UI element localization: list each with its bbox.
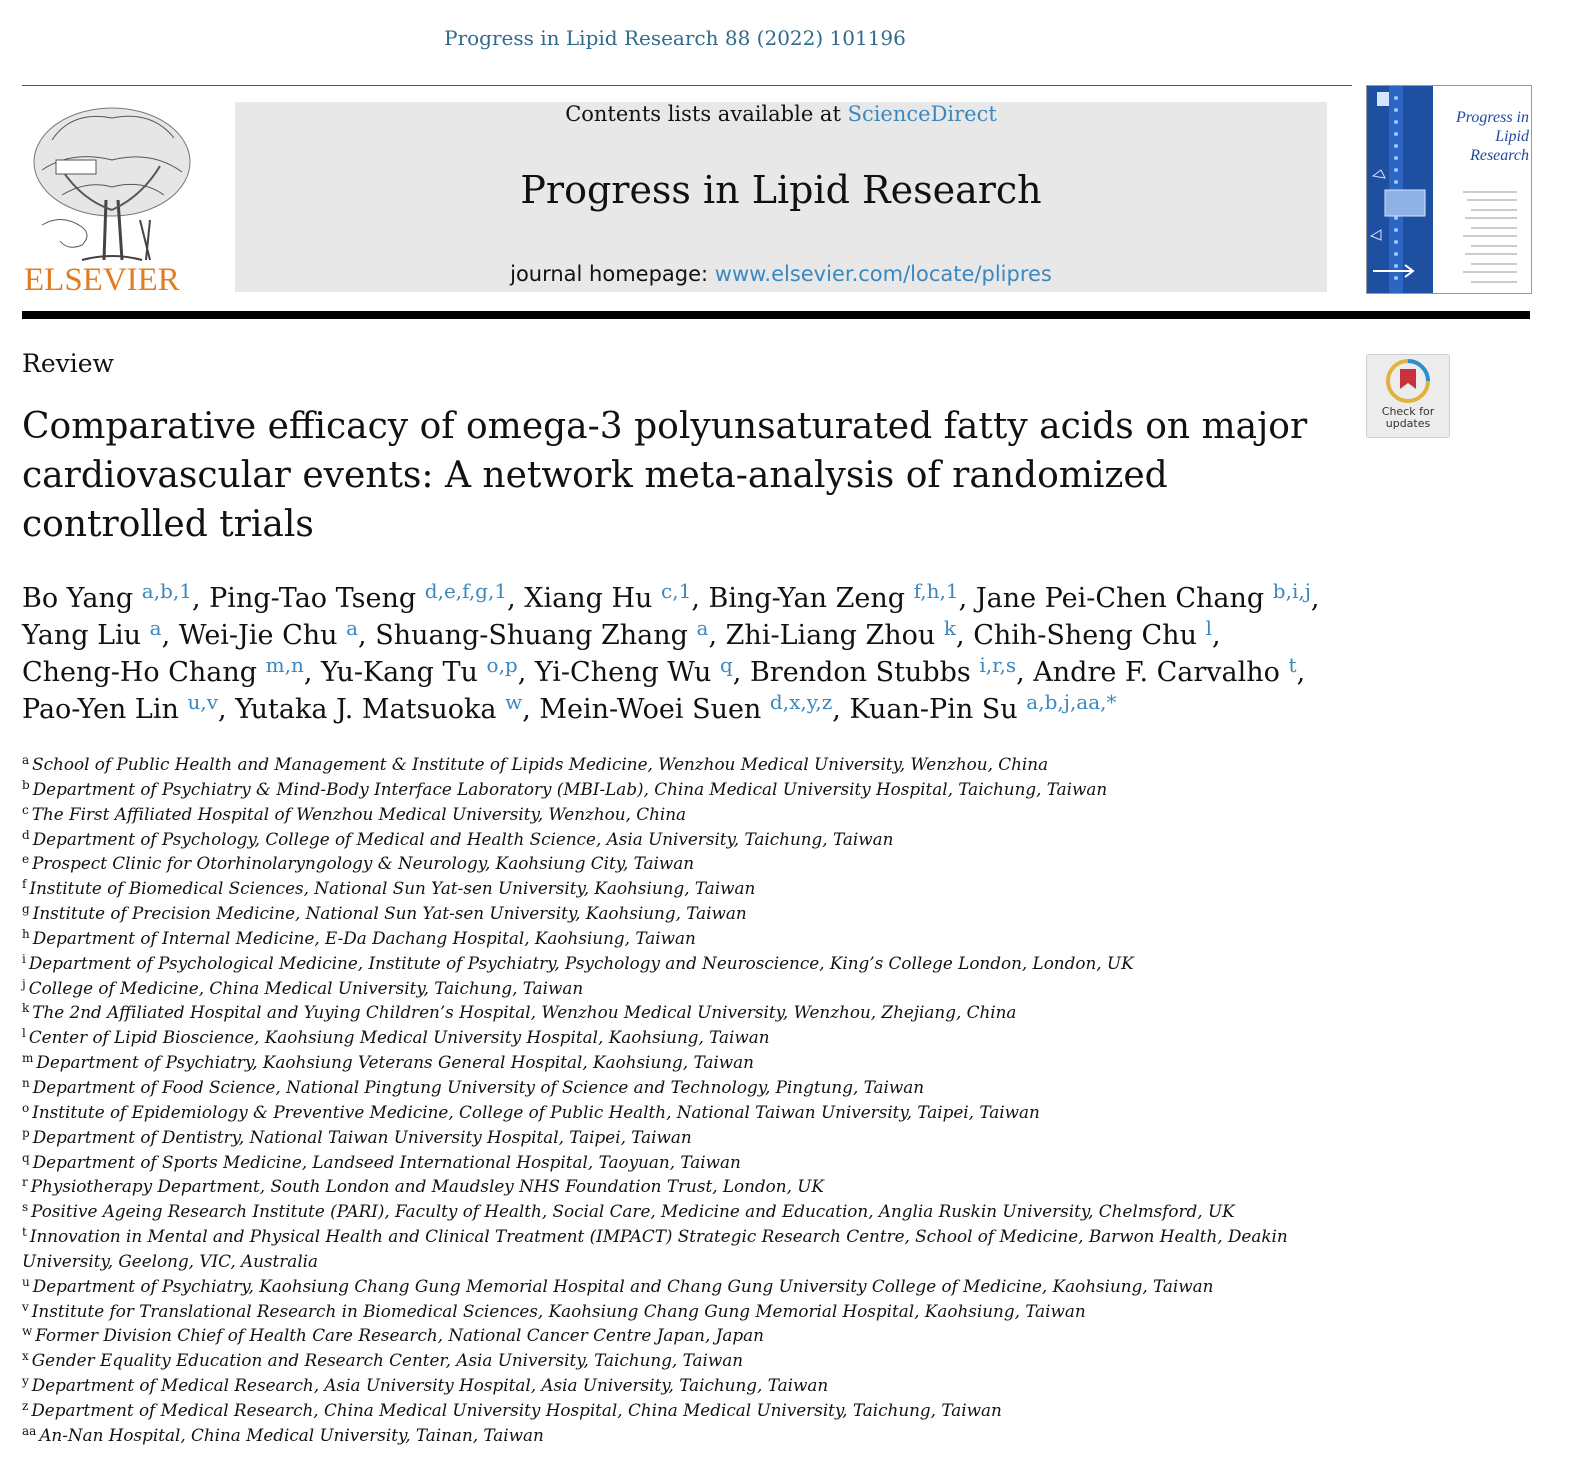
affiliation-letter: e — [22, 852, 30, 867]
author-affiliation-marks[interactable]: q — [719, 653, 733, 677]
author-affiliation-marks[interactable]: l — [1205, 616, 1212, 640]
affiliation-text: Department of Dentistry, National Taiwan University Hospital, Taipei, Taiwan — [32, 1126, 692, 1147]
affiliation-item — [22, 1075, 1342, 1100]
author-name[interactable]: Brendon Stubbs — [749, 657, 971, 688]
journal-banner — [235, 102, 1327, 292]
check-updates-label: Check for updates — [1381, 405, 1435, 430]
author-item — [849, 690, 1117, 725]
author-name[interactable]: Pao-Yen Lin — [22, 694, 179, 725]
affiliation-letter: g — [22, 902, 30, 917]
affiliation-letter: aa — [22, 1423, 37, 1438]
author-affiliation-marks[interactable]: d,e,f,g,1 — [424, 579, 508, 603]
sciencedirect-link[interactable]: ScienceDirect — [847, 102, 997, 126]
author-item: Wei-Jie Chu $^a$, — [178, 616, 367, 651]
author-affiliation-marks[interactable]: c,1 — [661, 579, 692, 603]
header-divider — [22, 311, 1530, 319]
affiliation-item — [22, 827, 1342, 852]
affiliation-text: Department of Psychological Medicine, Institute of Psychiatry, Psychology and Neuroscience, King’s College London, London, UK — [28, 952, 1134, 973]
author-item: Yu-Kang Tu $^{o,p}$, — [321, 653, 527, 688]
author-item: Shuang-Shuang Zhang $^a$, — [375, 616, 718, 651]
affiliation-text: Physiotherapy Department, South London and Maudsley NHS Foundation Trust, London, UK — [30, 1176, 824, 1197]
affiliation-text: Prospect Clinic for Otorhinolaryngology & Neurology, Kaohsiung City, Taiwan — [32, 853, 695, 874]
author-item: Ping-Tao Tseng $^{d,e,f,g,1}$, — [209, 579, 516, 614]
affiliation-letter: i — [22, 951, 26, 966]
affiliation-letter: a — [22, 753, 30, 767]
affiliation-item — [22, 802, 1342, 827]
affiliation-item — [22, 901, 1342, 926]
affiliation-letter: u — [22, 1274, 30, 1289]
author-item: Zhi-Liang Zhou $^k$, — [725, 616, 965, 651]
affiliation-item — [22, 876, 1342, 901]
affiliation-item — [22, 777, 1342, 802]
affiliation-text: Department of Food Science, National Pingtung University of Science and Technology, Pingtung, Taiwan — [32, 1076, 925, 1097]
contents-line — [235, 102, 1327, 126]
affiliation-item — [22, 1150, 1342, 1175]
affiliation-letter: q — [22, 1150, 30, 1165]
article-title: Comparative efficacy of omega-3 polyunsaturated fatty acids on major cardiovascular events: A network meta-analysis of randomized controlled trials — [22, 406, 1308, 545]
journal-homepage-link[interactable]: www.elsevier.com/locate/plipres — [714, 262, 1052, 286]
affiliation-letter: n — [22, 1075, 30, 1090]
author-name[interactable]: Mein-Woei Suen — [539, 694, 762, 725]
affiliation-letter: t — [22, 1225, 27, 1240]
author-affiliation-marks[interactable]: t — [1288, 653, 1297, 677]
author-item: Andre F. Carvalho $^t$, — [1033, 653, 1306, 688]
author-affiliation-marks[interactable]: m,n — [265, 653, 304, 677]
affiliation-item — [22, 1174, 1342, 1199]
author-affiliation-marks[interactable]: d,x,y,z — [769, 690, 833, 714]
affiliation-text: Innovation in Mental and Physical Health and Clinical Treatment (IMPACT) Strategic Research Centre, School of Medicine, Barwon Health, Deakin University, Geelong, VIC, Australia — [22, 1226, 1288, 1271]
top-divider — [22, 85, 1352, 86]
author-item: Mein-Woei Suen $^{d,x,y,z}$, — [539, 690, 841, 725]
affiliation-text: Department of Psychology, College of Medical and Health Science, Asia University, Taichung, Taiwan — [32, 828, 894, 849]
author-affiliation-marks[interactable]: b,i,j — [1272, 579, 1311, 603]
elsevier-wordmark[interactable]: ELSEVIER — [24, 262, 180, 298]
author-name[interactable]: Andre F. Carvalho — [1033, 657, 1280, 688]
affiliation-text: An-Nan Hospital, China Medical University, Tainan, Taiwan — [39, 1424, 544, 1445]
author-name[interactable]: Bing-Yan Zeng — [708, 583, 906, 614]
author-item: Yang Liu $^a$, — [22, 616, 171, 651]
affiliation-letter: r — [22, 1175, 28, 1190]
affiliation-letter: w — [22, 1324, 33, 1339]
affiliation-item — [22, 1423, 1342, 1448]
affiliation-item — [22, 1125, 1342, 1150]
affiliation-text: Positive Ageing Research Institute (PARI), Faculty of Health, Social Care, Medicine and Education, Anglia Ruskin University, Chelmsford, UK — [31, 1201, 1235, 1222]
author-item: Chih-Sheng Chu $^l$, — [973, 616, 1221, 651]
affiliation-item — [22, 1199, 1342, 1224]
affiliation-item — [22, 1224, 1342, 1274]
affiliation-letter: c — [22, 802, 29, 817]
affiliation-item — [22, 1025, 1342, 1050]
affiliation-text: Former Division Chief of Health Care Research, National Cancer Centre Japan, Japan — [35, 1325, 764, 1346]
affiliation-text: Institute of Biomedical Sciences, National Sun Yat-sen University, Kaohsiung, Taiwan — [29, 878, 756, 899]
author-item: Pao-Yen Lin $^{u,v}$, — [22, 690, 227, 725]
author-item: Bo Yang $^{a,b,1}$, — [22, 579, 201, 614]
affiliation-item — [22, 926, 1342, 951]
author-affiliation-marks[interactable]: a,b,1 — [141, 579, 192, 603]
affiliation-item — [22, 1050, 1342, 1075]
author-item: Jane Pei-Chen Chang $^{b,i,j}$, — [975, 579, 1320, 614]
affiliation-text: The First Affiliated Hospital of Wenzhou Medical University, Wenzhou, China — [31, 803, 687, 824]
affiliation-item — [22, 851, 1342, 876]
author-name[interactable]: Yu-Kang Tu — [321, 657, 478, 688]
author-item: Bing-Yan Zeng $^{f,h,1}$, — [708, 579, 968, 614]
author-affiliation-marks[interactable]: k — [943, 616, 957, 640]
affiliation-letter: z — [22, 1398, 29, 1413]
author-item: Brendon Stubbs $^{i,r,s}$, — [749, 653, 1025, 688]
author-list — [22, 580, 1342, 728]
author-name[interactable]: Wei-Jie Chu — [178, 620, 338, 651]
author-item: Cheng-Ho Chang $^{m,n}$, — [22, 653, 313, 688]
affiliation-text: Department of Medical Research, Asia University Hospital, Asia University, Taichung, Taiwan — [31, 1375, 829, 1396]
author-affiliation-marks[interactable]: a,b,j,aa,* — [1026, 690, 1117, 714]
affiliation-item — [22, 752, 1342, 777]
affiliation-item — [22, 951, 1342, 976]
author-item: Yi-Cheng Wu $^q$, — [534, 653, 742, 688]
article-type: Review — [22, 349, 114, 378]
author-item: Yutaka J. Matsuoka $^w$, — [235, 690, 531, 725]
journal-citation[interactable]: Progress in Lipid Research 88 (2022) 101196 — [444, 26, 906, 50]
affiliation-letter: v — [22, 1299, 29, 1314]
author-affiliation-marks[interactable]: u,v — [187, 690, 218, 714]
affiliation-item — [22, 1398, 1342, 1423]
author-name[interactable]: Bo Yang — [22, 583, 134, 614]
affiliation-text: Department of Medical Research, China Medical University Hospital, China Medical University, Taichung, Taiwan — [31, 1399, 1002, 1420]
author-item: Xiang Hu $^{c,1}$, — [524, 579, 700, 614]
affiliation-text: Institute of Epidemiology & Preventive Medicine, College of Public Health, National Taiwan University, Taipei, Taiwan — [32, 1101, 1040, 1122]
affiliation-item — [22, 1274, 1342, 1299]
author-name[interactable]: Kuan-Pin Su — [849, 694, 1018, 725]
author-name[interactable]: Chih-Sheng Chu — [973, 620, 1197, 651]
affiliation-text: School of Public Health and Management & Institute of Lipids Medicine, Wenzhou Medical University, Wenzhou, China — [32, 754, 1049, 774]
author-name[interactable]: Yutaka J. Matsuoka — [235, 694, 497, 725]
affiliation-letter: y — [22, 1374, 29, 1389]
affiliation-text: Institute of Precision Medicine, National Sun Yat-sen University, Kaohsiung, Taiwan — [32, 903, 747, 924]
author-affiliation-marks[interactable]: w — [505, 690, 523, 714]
affiliation-text: Department of Psychiatry, Kaohsiung Veterans General Hospital, Kaohsiung, Taiwan — [36, 1052, 754, 1073]
affiliation-text: Center of Lipid Bioscience, Kaohsiung Medical University Hospital, Kaohsiung, Taiwan — [28, 1027, 770, 1048]
author-affiliation-marks[interactable]: a — [346, 616, 359, 640]
affiliation-letter: x — [22, 1349, 29, 1364]
affiliation-item — [22, 1000, 1342, 1025]
affiliation-text: The 2nd Affiliated Hospital and Yuying Children’s Hospital, Wenzhou Medical University, Wenzhou, Zhejiang, China — [32, 1002, 1017, 1023]
affiliation-letter: j — [22, 976, 26, 991]
affiliation-text: Department of Internal Medicine, E-Da Dachang Hospital, Kaohsiung, Taiwan — [32, 927, 696, 948]
author-affiliation-marks[interactable]: f,h,1 — [913, 579, 959, 603]
affiliation-item — [22, 1348, 1342, 1373]
cover-title: Progress in Lipid Research — [1455, 109, 1529, 164]
affiliation-text: Department of Psychiatry & Mind-Body Interface Laboratory (MBI-Lab), China Medical University Hospital, Taichung, Taiwan — [32, 778, 1108, 799]
check-updates-icon — [1367, 355, 1449, 407]
author-name[interactable]: Xiang Hu — [524, 583, 653, 614]
affiliation-letter: f — [22, 877, 27, 892]
author-affiliation-marks[interactable]: a — [696, 616, 709, 640]
affiliation-text: Department of Sports Medicine, Landseed International Hospital, Taoyuan, Taiwan — [32, 1151, 741, 1172]
author-name[interactable]: Zhi-Liang Zhou — [725, 620, 936, 651]
affiliation-letter: s — [22, 1200, 29, 1215]
author-affiliation-marks[interactable]: a — [149, 616, 162, 640]
affiliation-letter: l — [22, 1026, 26, 1041]
author-name[interactable]: Shuang-Shuang Zhang — [375, 620, 688, 651]
author-name[interactable]: Jane Pei-Chen Chang — [975, 583, 1265, 614]
affiliation-letter: h — [22, 926, 30, 941]
affiliation-item — [22, 1373, 1342, 1398]
affiliation-letter: k — [22, 1001, 30, 1016]
affiliation-letter: m — [22, 1051, 34, 1066]
journal-cover-thumbnail[interactable] — [1366, 85, 1532, 294]
homepage-prefix: journal homepage: — [510, 262, 715, 286]
affiliation-letter: o — [22, 1100, 30, 1115]
affiliation-item — [22, 976, 1342, 1001]
affiliation-letter: p — [22, 1125, 30, 1140]
affiliation-item — [22, 1100, 1342, 1125]
affiliation-text: College of Medicine, China Medical University, Taichung, Taiwan — [28, 977, 584, 998]
author-affiliation-marks[interactable]: i,r,s — [979, 653, 1017, 677]
author-name[interactable]: Yi-Cheng Wu — [534, 657, 712, 688]
author-name[interactable]: Yang Liu — [22, 620, 142, 651]
affiliation-item — [22, 1299, 1342, 1324]
homepage-line — [235, 262, 1327, 286]
author-name[interactable]: Ping-Tao Tseng — [209, 583, 417, 614]
affiliation-list — [22, 752, 1342, 1448]
affiliation-letter: d — [22, 827, 30, 842]
author-affiliation-marks[interactable]: o,p — [486, 653, 518, 677]
affiliation-letter: b — [22, 777, 30, 792]
affiliation-text: Institute for Translational Research in Biomedical Sciences, Kaohsiung Chang Gung Memorial Hospital, Kaohsiung, Taiwan — [31, 1300, 1086, 1321]
check-for-updates-button[interactable] — [1366, 354, 1450, 438]
affiliation-item — [22, 1323, 1342, 1348]
journal-name: Progress in Lipid Research — [520, 168, 1042, 212]
affiliation-text: Department of Psychiatry, Kaohsiung Chang Gung Memorial Hospital and Chang Gung University College of Medicine, Kaohsiung, Taiwan — [32, 1275, 1214, 1296]
affiliation-text: Gender Equality Education and Research Center, Asia University, Taichung, Taiwan — [31, 1350, 744, 1371]
author-name[interactable]: Cheng-Ho Chang — [22, 657, 258, 688]
contents-prefix: Contents lists available at — [565, 102, 848, 126]
